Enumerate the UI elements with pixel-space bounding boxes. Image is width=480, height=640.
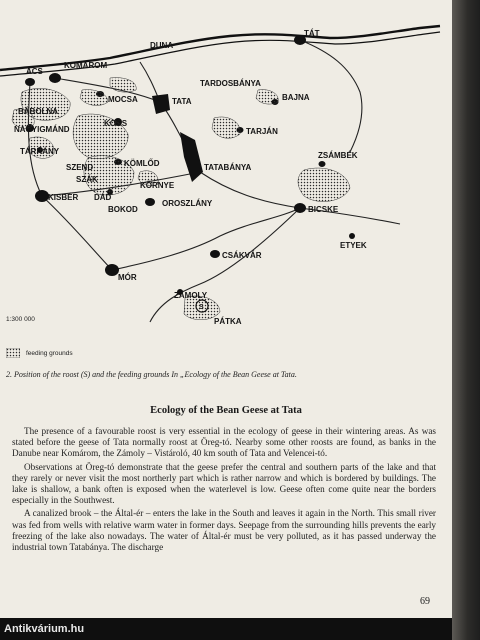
paragraph: The presence of a favourable roost is very essential in the ecology of geese in their wintering areas. As was stated before the geese of Tata normally roost at Öreg-tó. Nearby some other roosts are found, as banks in the Danube near Komárom, the Zámoly – Vistároló, 40 km south of Tata and Velencei-tó. bbox=[12, 426, 436, 459]
feeding-ground-zsambek bbox=[298, 168, 350, 202]
label-bicske: BICSKE bbox=[308, 205, 339, 214]
label-zsambek: ZSÁMBÉK bbox=[318, 151, 358, 160]
feeding-ground-tarjan bbox=[212, 117, 240, 138]
label-komarom: KOMÁROM bbox=[64, 61, 108, 70]
feeding-ground-bajna bbox=[256, 90, 278, 104]
label-zamoly: ZÁMOLY bbox=[174, 291, 208, 300]
feeding-ground-mocsa bbox=[80, 90, 108, 106]
town-kisber bbox=[35, 190, 49, 202]
label-bajna: BAJNA bbox=[282, 93, 310, 102]
label-tarjan: TARJÁN bbox=[246, 127, 278, 136]
town-tatabanya bbox=[180, 132, 203, 182]
label-tardosbanya: TARDOSBÁNYA bbox=[200, 79, 261, 88]
label-szend: SZEND bbox=[66, 163, 94, 172]
town-acs bbox=[25, 78, 35, 86]
label-duna: DUNA bbox=[150, 41, 174, 50]
label-kornye: KÖRNYE bbox=[140, 181, 175, 190]
label-oroszlany: OROSZLÁNY bbox=[162, 199, 213, 208]
town-tata bbox=[152, 94, 170, 114]
legend-label: feeding grounds bbox=[26, 349, 73, 357]
label-dad: DÁD bbox=[94, 193, 112, 202]
town-zsambek bbox=[319, 161, 326, 167]
watermark-text: Antikvárium.hu bbox=[4, 623, 85, 635]
label-nagyigmand: NAGYIGMÁND bbox=[14, 125, 70, 134]
map-legend bbox=[6, 348, 73, 358]
section-heading: Ecology of the Bean Geese at Tata bbox=[150, 405, 302, 416]
town-oroszlany bbox=[145, 198, 155, 206]
label-mor: MÓR bbox=[118, 273, 137, 282]
label-szak: SZÁK bbox=[76, 175, 98, 184]
town-bicske bbox=[294, 203, 306, 213]
feeding-grounds-swatch bbox=[6, 348, 20, 358]
paragraph: A canalized brook – the Által-ér – enters the lake in the South and leaves it again in the North. This small river was fed from wells with relative warm water in former days. Seepage from the surrounding hills prevents the early freezing of the lake also nowadays. The water of Által-ér must be very polluted, as it has passed underway the industrial town Tatabánya. The discharge bbox=[12, 508, 436, 553]
figure-caption: 2. Position of the roost (S) and the feeding grounds In „Ecology of the Bean Geese at Tata. bbox=[6, 370, 297, 379]
paragraph: Observations at Öreg-tó demonstrate that the geese prefer the central and southern parts of the lake and that they rarely or never visit the most northerly part which is rather narrow and which is bordered by buildings. The lake is shallow, a bank often is exposed when the waterlevel is low. Geese often come quite near the borders especially in the Southwest. bbox=[12, 461, 436, 506]
body-text bbox=[12, 426, 436, 555]
page-number: 69 bbox=[420, 596, 430, 607]
roost-label: S bbox=[199, 304, 204, 311]
label-bokod: BOKOD bbox=[108, 205, 138, 214]
label-tatabanya: TATABÁNYA bbox=[204, 163, 252, 172]
road-mor-bicske bbox=[112, 208, 300, 270]
label-tat: TÁT bbox=[304, 29, 320, 38]
town-csakvar bbox=[210, 250, 220, 258]
feeding-ground-north bbox=[110, 78, 136, 92]
town-etyek bbox=[349, 233, 355, 239]
book-spine-edge bbox=[452, 0, 480, 640]
label-komlod: KÖMLŐD bbox=[124, 159, 160, 168]
town-komarom bbox=[49, 73, 61, 83]
road-bicske-zamoly bbox=[150, 208, 300, 322]
road-kisber-mor bbox=[42, 196, 112, 270]
label-kisber: KISBÉR bbox=[48, 193, 79, 202]
region-map bbox=[0, 22, 452, 332]
label-babolna: BÁBOLNA bbox=[18, 107, 58, 116]
watermark-bar bbox=[0, 618, 452, 640]
label-tarkany: TÁRKÁNY bbox=[20, 147, 60, 156]
map-scale: 1:300 000 bbox=[6, 316, 35, 323]
town-mor bbox=[105, 264, 119, 276]
label-tata: TATA bbox=[172, 97, 192, 106]
label-kocs: KOCS bbox=[104, 119, 128, 128]
label-mocsa: MOCSA bbox=[108, 95, 138, 104]
label-acs: ÁCS bbox=[26, 67, 43, 76]
label-etyek: ETYEK bbox=[340, 241, 367, 250]
label-csakvar: CSÁKVÁR bbox=[222, 251, 262, 260]
label-patka: PÁTKA bbox=[214, 317, 242, 326]
